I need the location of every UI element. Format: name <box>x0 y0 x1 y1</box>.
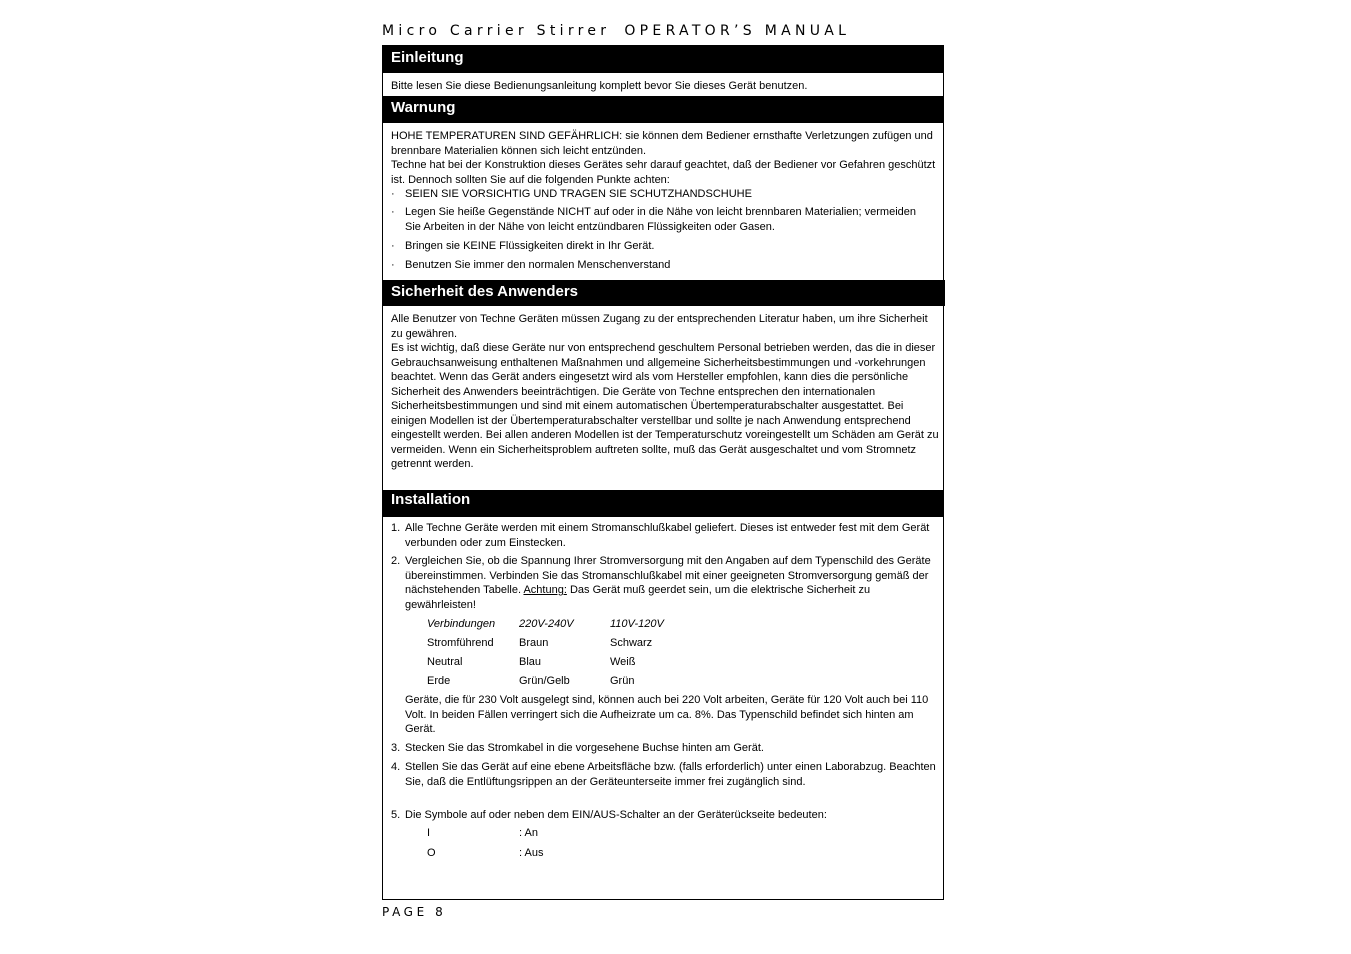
list-item-text: SEIEN SIE VORSICHTIG UND TRAGEN SIE SCHUTZHANDSCHUHE <box>405 188 752 200</box>
manual-header <box>382 23 850 39</box>
content-frame <box>382 45 944 900</box>
table-cell: Weiß <box>610 656 636 668</box>
heading-text: Sicherheit des Anwenders <box>391 283 579 300</box>
table-cell: Grün <box>610 675 635 687</box>
heading-text: Installation <box>391 491 471 508</box>
bullet-icon: · <box>391 240 395 252</box>
heading-text: Einleitung <box>391 49 464 66</box>
text-segment: Vergleichen Sie, ob die Spannung Ihrer Stromversorgung mit den Angaben auf dem Typenschild des Geräte übereinstimmen. Verbinden Sie das Stromanschlußkabel mit einer geeigneten Stromversorgung gemäß der nächstehenden Tabelle. <box>405 555 931 596</box>
symbol-meaning: : An <box>519 827 538 839</box>
heading-text: Warnung <box>391 99 456 116</box>
section-heading-einleitung <box>383 46 943 73</box>
table-header-cell: Verbindungen <box>427 618 496 630</box>
paragraph: Bitte lesen Sie diese Bedienungsanleitung komplett bevor Sie dieses Gerät benutzen. <box>391 80 808 92</box>
table-header-cell: 220V-240V <box>519 618 574 630</box>
bullet-icon: · <box>391 259 395 271</box>
page-number: PAGE 8 <box>382 905 447 919</box>
list-item-text: Alle Techne Geräte werden mit einem Stromanschlußkabel geliefert. Dieses ist entweder fest mit dem Gerät verbunden oder zum Einstecken. <box>405 522 930 549</box>
table-header-cell: 110V-120V <box>610 618 664 630</box>
symbol: O <box>427 847 436 859</box>
product-title: Micro Carrier Stirrer <box>382 23 611 39</box>
symbol-meaning: : Aus <box>519 847 544 859</box>
paragraph: HOHE TEMPERATUREN SIND GEFÄHRLICH: sie können dem Bediener ernsthafte Verletzungen zufügen und brennbare Materialien können sich leicht entzünden. <box>391 130 933 157</box>
paragraph: Es ist wichtig, daß diese Geräte nur von entsprechend geschultem Personal betrieben werden, das die in dieser Gebrauchsanweisung enthaltenen Maßnahmen und allgemeine Sicherheitsbestimmungen und -vorkehrungen beachtet. Wenn das Gerät anders eingesetzt wird als vom Hersteller empfohlen, kann dies die persönliche Sicherheit des Anwenders beeinträchtigen. Die Geräte von Techne entsprechen den internationalen Sicherheitsbestimmungen und sind mit einem automatischen Übertemperaturabschalter ausgestattet. Bei einigen Modellen ist der Übertemperaturabschalter verstellbar und sollte je nach Anwendung entsprechend eingestellt werden. Bei allen anderen Modellen ist der Temperaturschutz voreingestellt um Schäden am Gerät zu vermeiden. Wenn ein Sicherheitsproblem auftreten sollte, muß das Gerät ausgeschaltet und vom Stromnetz getrennt werden. <box>391 342 939 470</box>
list-item-text: Legen Sie heiße Gegenstände NICHT auf oder in die Nähe von leicht brennbaren Materialien; vermeiden Sie Arbeiten in der Nähe von leicht entzündbaren Flüssigkeiten oder Gasen. <box>405 206 916 233</box>
list-item-text <box>405 554 939 612</box>
table-cell: Blau <box>519 656 542 668</box>
list-item-text: Benutzen Sie immer den normalen Menschenverstand <box>405 259 671 271</box>
list-item-text: Stecken Sie das Stromkabel in die vorgesehene Buchse hinten am Gerät. <box>405 742 764 754</box>
item-number: 3. <box>391 742 401 754</box>
paragraph: Techne hat bei der Konstruktion dieses Gerätes sehr darauf geachtet, daß der Bediener vor Gefahren geschützt ist. Dennoch sollten Sie auf die folgenden Punkte achten: <box>391 159 936 186</box>
einleitung-text <box>391 79 939 94</box>
list-item-text: Stellen Sie das Gerät auf eine ebene Arbeitsfläche bzw. (falls erforderlich) unter einen Laborabzug. Beachten Sie, daß die Entlüftungsrippen an der Geräteunterseite immer frei zugänglich sind. <box>405 761 936 788</box>
warning-label: Achtung: <box>523 584 567 596</box>
manual-subtitle: OPERATOR’S MANUAL <box>624 23 851 39</box>
table-cell: Grün/Gelb <box>519 675 570 687</box>
list-item-text: Die Symbole auf oder neben dem EIN/AUS-Schalter an der Geräterückseite bedeuten: <box>405 809 827 821</box>
paragraph: Alle Benutzer von Techne Geräten müssen Zugang zu der entsprechenden Literatur haben, um ihre Sicherheit zu gewähren. <box>391 313 928 340</box>
section-heading-installation <box>383 490 943 517</box>
item-number: 4. <box>391 761 401 773</box>
list-item-text: Bringen sie KEINE Flüssigkeiten direkt in Ihr Gerät. <box>405 240 655 252</box>
symbol: I <box>427 827 431 839</box>
table-cell: Stromführend <box>427 637 494 649</box>
section-heading-warnung <box>383 96 943 123</box>
sicherheit-text <box>391 312 939 472</box>
warnung-intro <box>391 129 939 187</box>
bullet-icon: · <box>391 206 395 218</box>
table-cell: Neutral <box>427 656 463 668</box>
section-heading-sicherheit <box>383 280 945 306</box>
table-cell: Schwarz <box>610 637 653 649</box>
table-cell: Erde <box>427 675 451 687</box>
table-cell: Braun <box>519 637 549 649</box>
text-segment: Das Gerät muß geerdet sein, um die elektrische Sicherheit zu gewährleisten! <box>405 584 871 611</box>
item-number: 1. <box>391 522 401 534</box>
list-item-text: Geräte, die für 230 Volt ausgelegt sind, können auch bei 220 Volt arbeiten, Geräte für 120 Volt auch bei 110 Volt. In beiden Fällen verringert sich die Aufheizrate um ca. 8%. Das Typenschild befindet sich hinten am Gerät. <box>405 694 929 735</box>
bullet-icon: · <box>391 188 395 200</box>
item-number: 5. <box>391 809 401 821</box>
item-number: 2. <box>391 555 401 567</box>
